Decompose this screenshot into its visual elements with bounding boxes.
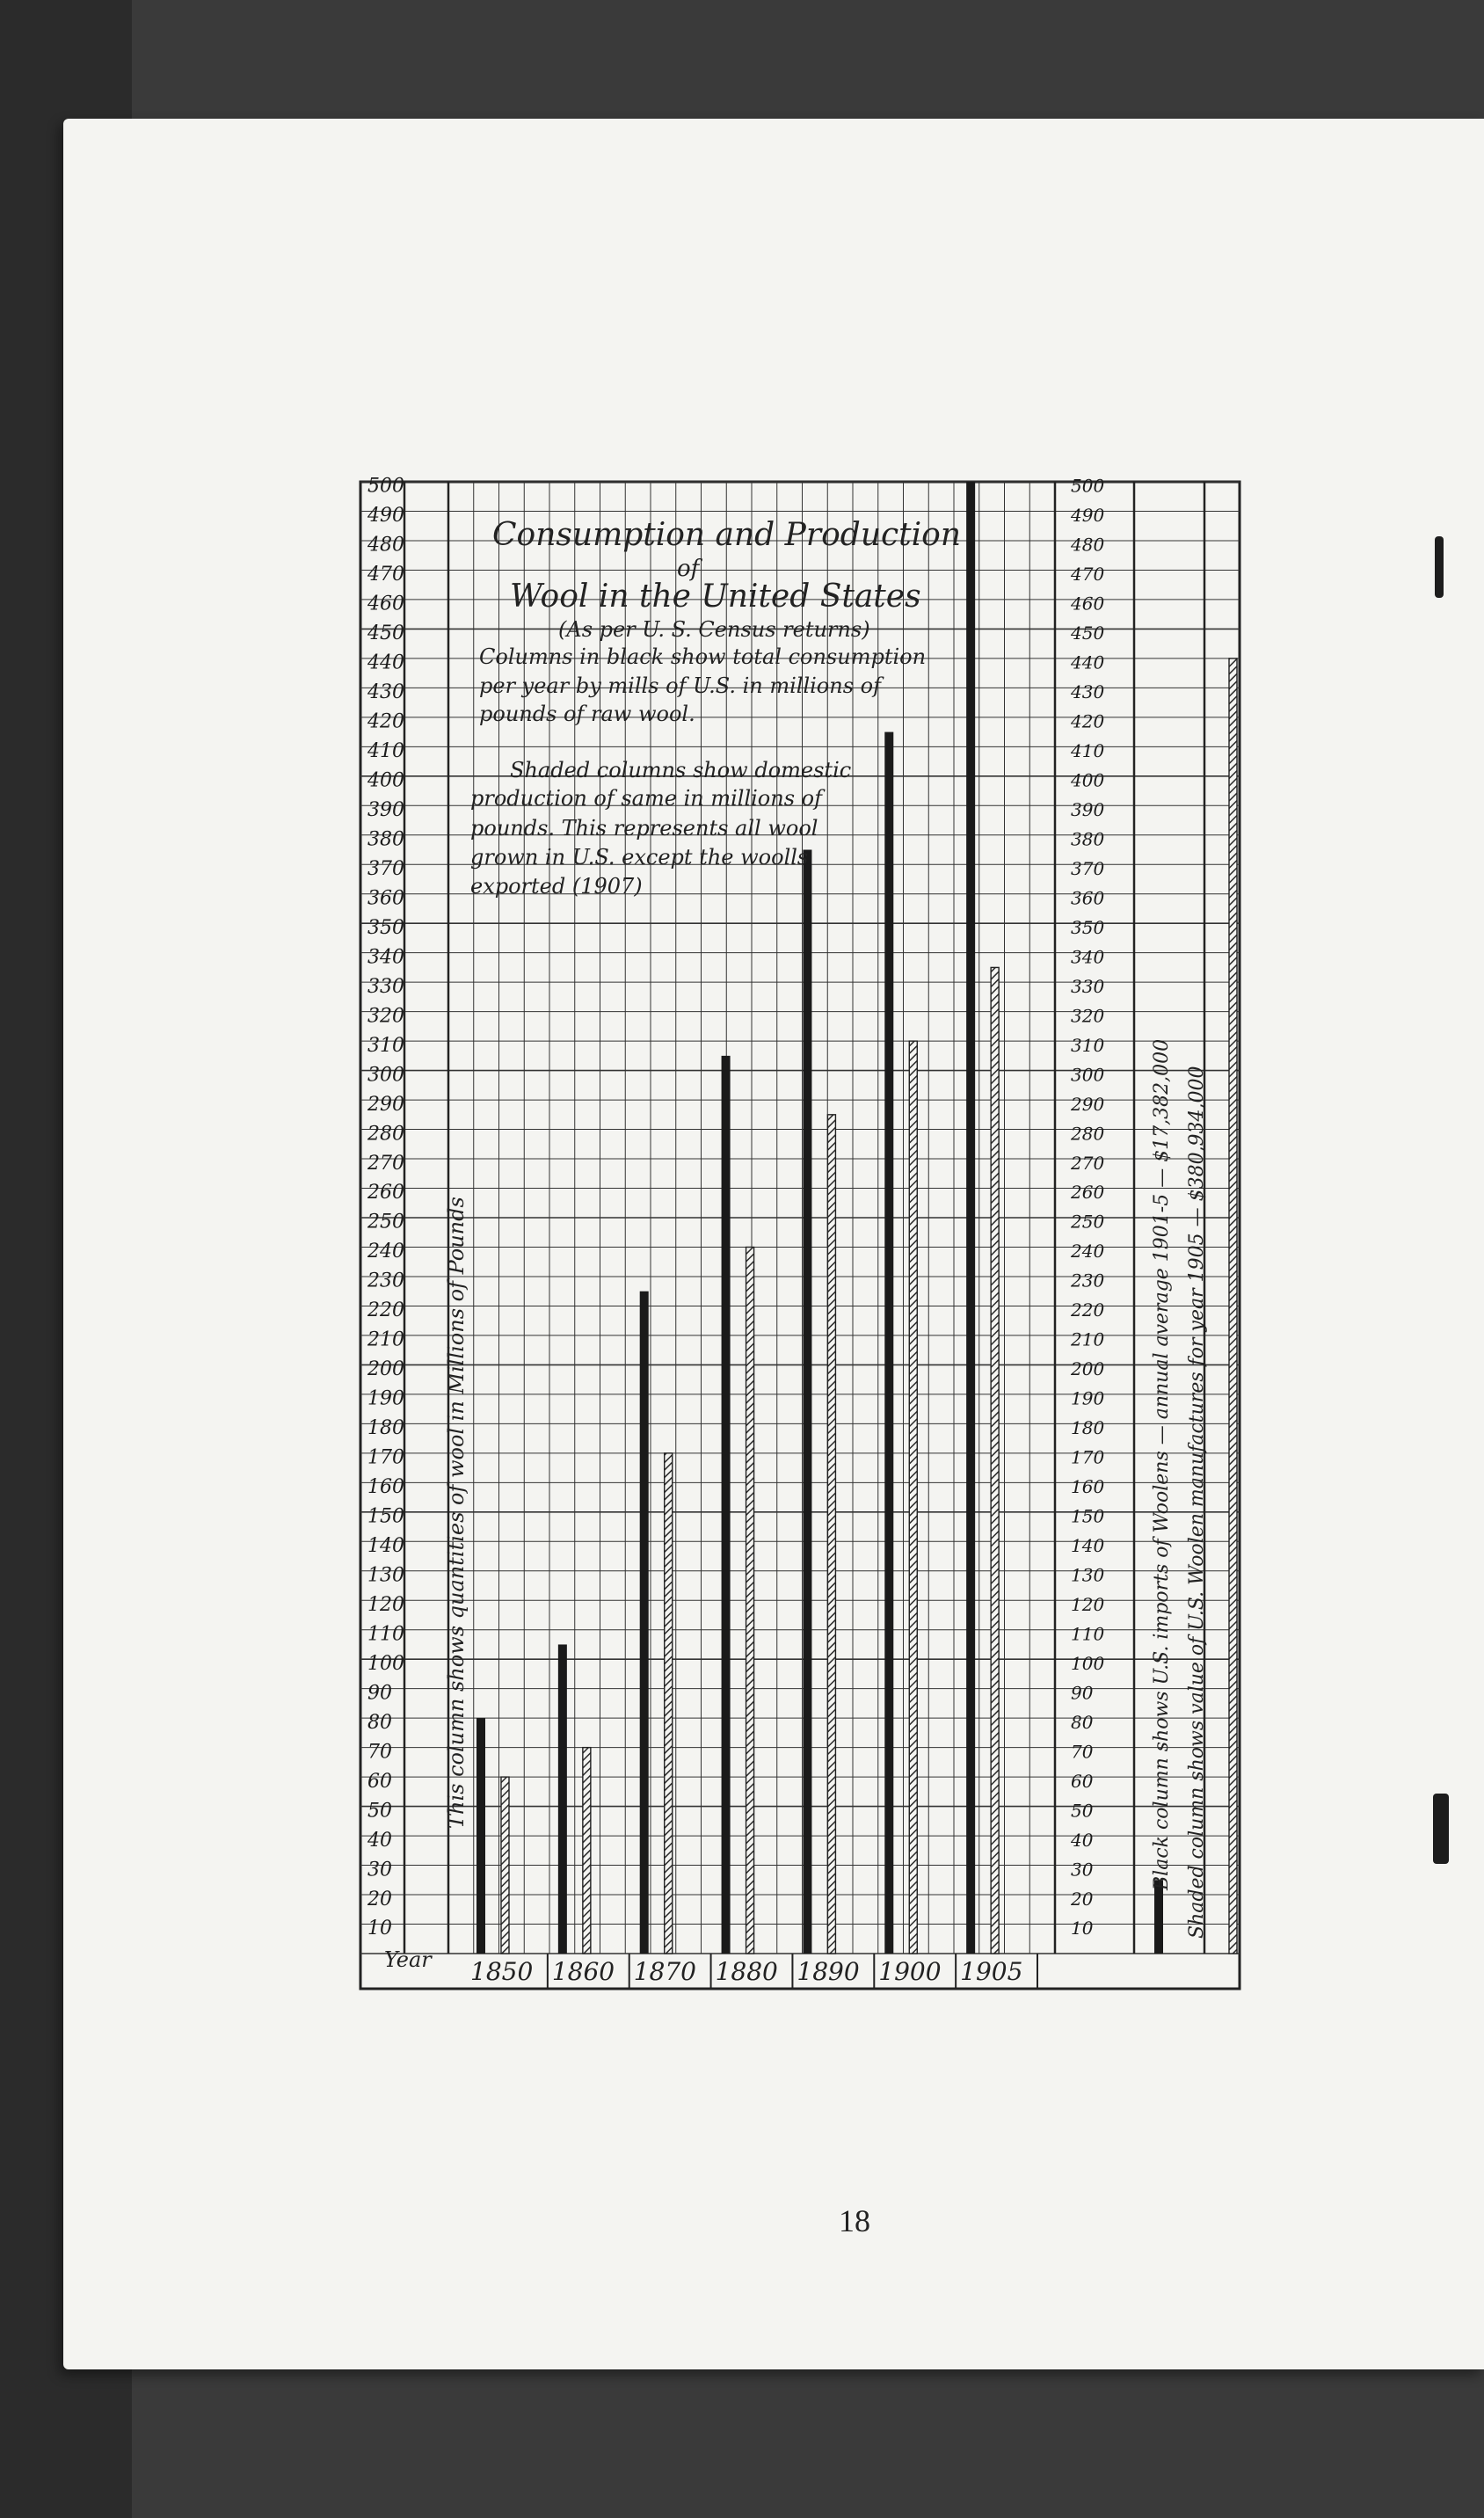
y-tick-label-right: 10 xyxy=(1071,1918,1094,1939)
y-tick-label-right: 210 xyxy=(1071,1328,1105,1350)
x-tick-label: 1870 xyxy=(633,1957,696,1986)
consumption-bar xyxy=(476,1718,485,1954)
y-tick-label-right: 270 xyxy=(1071,1152,1105,1174)
y-tick-label-left: 420 xyxy=(367,710,404,733)
consumption-bar xyxy=(884,732,893,1954)
annotation-line-5: production of same in millions of xyxy=(470,786,822,811)
y-tick-label-right: 120 xyxy=(1071,1593,1105,1615)
y-tick-label-left: 260 xyxy=(367,1182,404,1204)
y-tick-label-right: 500 xyxy=(1071,475,1105,497)
y-tick-label-left: 30 xyxy=(367,1859,392,1881)
y-tick-label-right: 20 xyxy=(1071,1888,1094,1910)
y-tick-label-right: 160 xyxy=(1071,1476,1105,1498)
y-tick-label-left: 10 xyxy=(367,1918,392,1940)
right-panel-label-shaded: Shaded column shows value of U.S. Woolen manufactures for year 1905 — $380,934,000 xyxy=(1186,1066,1208,1939)
y-tick-label-right: 80 xyxy=(1071,1711,1094,1733)
y-tick-label-left: 190 xyxy=(367,1387,404,1410)
y-tick-label-left: 490 xyxy=(367,505,404,528)
y-tick-label-right: 190 xyxy=(1071,1387,1105,1409)
y-tick-label-left: 250 xyxy=(367,1211,404,1234)
y-tick-label-right: 480 xyxy=(1071,534,1105,556)
x-tick-label: 1900 xyxy=(878,1957,942,1986)
y-tick-label-left: 90 xyxy=(367,1682,392,1705)
y-tick-label-left: 290 xyxy=(367,1093,404,1116)
y-tick-label-right: 230 xyxy=(1071,1270,1105,1292)
y-tick-label-left: 240 xyxy=(367,1241,404,1263)
y-tick-label-right: 410 xyxy=(1071,740,1105,762)
y-tick-label-left: 300 xyxy=(367,1064,404,1087)
y-tick-label-left: 440 xyxy=(367,651,404,674)
y-tick-label-right: 140 xyxy=(1071,1534,1105,1556)
y-tick-label-right: 330 xyxy=(1071,975,1105,997)
consumption-bar xyxy=(558,1644,567,1954)
y-tick-label-left: 70 xyxy=(367,1741,392,1764)
consumption-bar xyxy=(722,1056,731,1954)
chart-text xyxy=(367,476,1208,1986)
y-tick-label-right: 300 xyxy=(1071,1064,1105,1086)
y-tick-label-right: 90 xyxy=(1071,1682,1094,1704)
consumption-bar xyxy=(803,850,811,1954)
y-tick-label-right: 400 xyxy=(1071,769,1105,791)
y-tick-label-left: 80 xyxy=(367,1711,392,1734)
y-tick-label-right: 320 xyxy=(1071,1005,1105,1027)
y-tick-label-left: 280 xyxy=(367,1123,404,1146)
y-tick-label-right: 490 xyxy=(1071,505,1105,527)
y-tick-label-right: 280 xyxy=(1071,1123,1105,1145)
y-tick-label-right: 370 xyxy=(1071,857,1105,879)
y-tick-label-right: 180 xyxy=(1071,1417,1105,1439)
production-bar xyxy=(746,1247,754,1954)
y-tick-label-left: 40 xyxy=(367,1829,392,1852)
y-tick-label-right: 380 xyxy=(1071,828,1105,850)
y-tick-label-left: 210 xyxy=(367,1328,404,1351)
y-tick-label-left: 60 xyxy=(367,1770,392,1793)
page-number: 18 xyxy=(839,2203,870,2238)
y-tick-label-left: 220 xyxy=(367,1299,404,1322)
production-bar xyxy=(665,1453,673,1954)
y-tick-label-right: 350 xyxy=(1071,916,1105,938)
y-tick-label-left: 470 xyxy=(367,564,404,586)
y-tick-label-left: 130 xyxy=(367,1564,404,1587)
production-bar xyxy=(501,1777,509,1954)
y-tick-label-left: 50 xyxy=(367,1800,392,1823)
y-tick-label-left: 110 xyxy=(367,1623,404,1646)
y-tick-label-left: 340 xyxy=(367,946,404,969)
y-tick-label-right: 310 xyxy=(1071,1034,1105,1056)
x-tick-label: 1850 xyxy=(470,1957,534,1986)
y-tick-label-left: 450 xyxy=(367,622,404,645)
x-axis-label: Year xyxy=(384,1947,432,1972)
y-tick-label-right: 470 xyxy=(1071,564,1105,586)
y-tick-label-left: 160 xyxy=(367,1476,404,1499)
y-axis-label: This column shows quantities of wool in Millions of Pounds xyxy=(444,1197,469,1829)
y-tick-label-right: 200 xyxy=(1071,1358,1105,1380)
consumption-bar xyxy=(640,1292,649,1954)
annotation-line-7: grown in U.S. except the woolls xyxy=(470,845,809,870)
y-tick-label-left: 480 xyxy=(367,534,404,557)
y-tick-label-right: 240 xyxy=(1071,1241,1105,1263)
annotation-line-8: exported (1907) xyxy=(470,874,643,899)
y-tick-label-left: 310 xyxy=(367,1034,404,1057)
y-tick-label-right: 150 xyxy=(1071,1505,1105,1527)
consumption-bar xyxy=(966,482,975,1954)
y-tick-label-left: 430 xyxy=(367,681,404,704)
annotation-line-1: Columns in black show total consumption xyxy=(479,644,927,669)
y-tick-label-right: 100 xyxy=(1071,1652,1105,1674)
y-tick-label-right: 460 xyxy=(1071,593,1105,615)
y-tick-label-left: 180 xyxy=(367,1417,404,1440)
y-tick-label-right: 220 xyxy=(1071,1299,1105,1321)
y-tick-label-right: 130 xyxy=(1071,1564,1105,1586)
y-tick-label-right: 360 xyxy=(1071,887,1105,909)
y-tick-label-left: 390 xyxy=(367,798,404,821)
production-bar xyxy=(991,967,999,1954)
y-tick-label-right: 170 xyxy=(1071,1446,1105,1468)
y-tick-label-right: 110 xyxy=(1071,1623,1105,1645)
annotation-line-3: pounds of raw wool. xyxy=(479,702,695,726)
y-tick-label-right: 420 xyxy=(1071,710,1105,732)
x-tick-label: 1880 xyxy=(715,1957,778,1986)
y-tick-label-left: 100 xyxy=(367,1652,404,1675)
y-tick-label-right: 290 xyxy=(1071,1093,1105,1115)
y-tick-label-right: 60 xyxy=(1071,1770,1094,1792)
y-tick-label-left: 370 xyxy=(367,857,404,880)
manufactures-bar xyxy=(1229,659,1237,1954)
production-bar xyxy=(827,1115,835,1954)
annotation-line-6: pounds. This represents all wool xyxy=(470,816,818,841)
y-tick-label-right: 50 xyxy=(1071,1800,1094,1822)
y-tick-label-left: 380 xyxy=(367,828,404,851)
y-tick-label-left: 400 xyxy=(367,769,404,792)
y-tick-label-right: 440 xyxy=(1071,651,1105,673)
chart-title-line-2: of xyxy=(677,556,700,582)
y-tick-label-left: 320 xyxy=(367,1005,404,1028)
y-tick-label-left: 350 xyxy=(367,916,404,939)
annotation-line-2: per year by mills of U.S. in millions of xyxy=(479,673,881,698)
y-tick-label-right: 430 xyxy=(1071,681,1105,703)
y-tick-label-left: 360 xyxy=(367,887,404,910)
y-tick-label-left: 270 xyxy=(367,1152,404,1175)
chart-subtitle: (As per U. S. Census returns) xyxy=(558,617,870,642)
y-tick-label-right: 250 xyxy=(1071,1211,1105,1233)
y-tick-label-right: 70 xyxy=(1071,1741,1094,1763)
y-tick-label-right: 30 xyxy=(1071,1859,1094,1881)
y-tick-label-left: 200 xyxy=(367,1358,404,1381)
x-tick-label: 1890 xyxy=(797,1957,860,1986)
y-tick-label-right: 450 xyxy=(1071,622,1105,644)
y-tick-label-left: 230 xyxy=(367,1270,404,1292)
y-tick-label-left: 460 xyxy=(367,593,404,615)
y-tick-label-left: 410 xyxy=(367,740,404,763)
x-tick-label: 1860 xyxy=(551,1957,615,1986)
y-tick-label-left: 170 xyxy=(367,1446,404,1469)
y-tick-label-right: 40 xyxy=(1071,1829,1094,1851)
annotation-line-4: Shaded columns show domestic xyxy=(510,758,852,782)
y-tick-label-left: 330 xyxy=(367,975,404,998)
y-tick-label-left: 150 xyxy=(367,1505,404,1528)
y-tick-label-right: 390 xyxy=(1071,798,1105,820)
y-tick-label-left: 20 xyxy=(367,1888,392,1910)
y-tick-label-left: 120 xyxy=(367,1593,404,1616)
x-tick-label: 1905 xyxy=(960,1957,1023,1986)
right-panel-label-black: Black column shows U.S. imports of Woolens — annual average 1901-5 — $17,382,000 xyxy=(1151,1038,1173,1890)
production-bar xyxy=(909,1041,917,1954)
production-bar xyxy=(583,1748,591,1954)
y-tick-label-right: 340 xyxy=(1071,946,1105,968)
chart-title-line-1: Consumption and Production xyxy=(492,517,962,553)
y-tick-label-left: 140 xyxy=(367,1534,404,1557)
chart-title-line-3: Wool in the United States xyxy=(510,579,921,615)
y-tick-label-right: 260 xyxy=(1071,1182,1105,1204)
y-tick-label-left: 500 xyxy=(367,475,404,498)
